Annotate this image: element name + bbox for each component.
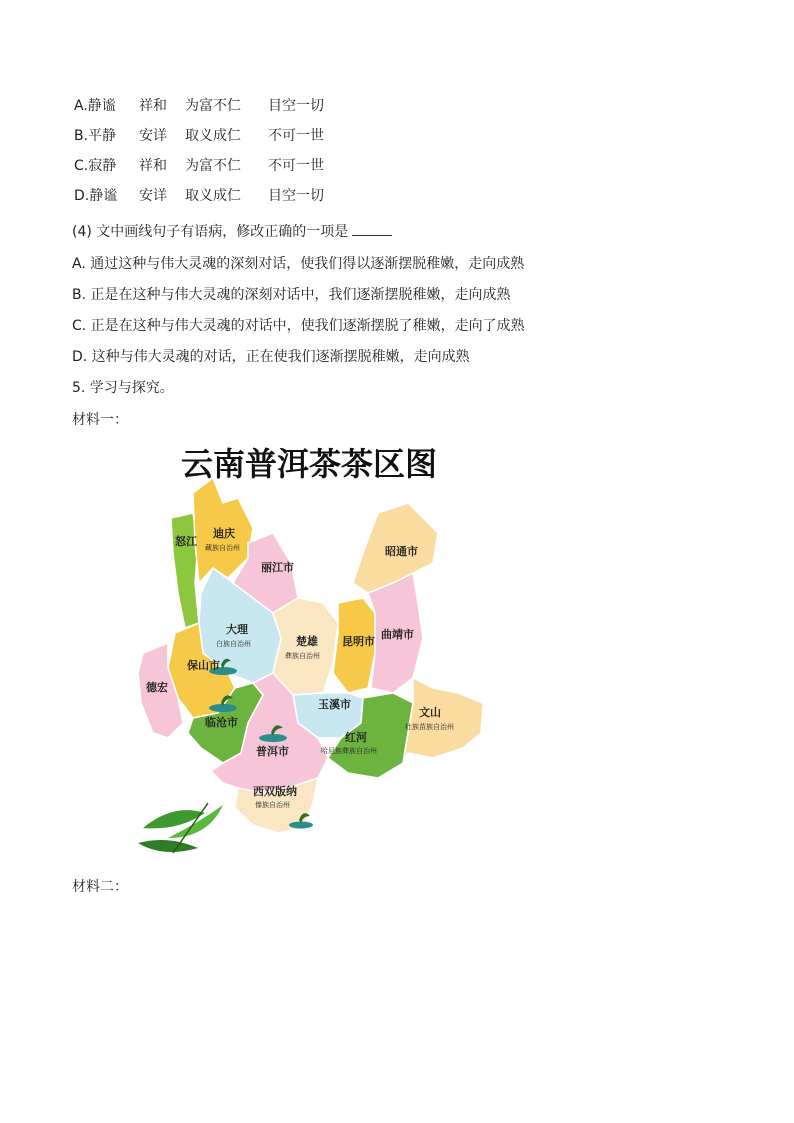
answer-blank[interactable] xyxy=(352,221,392,236)
region-wenshan xyxy=(403,678,483,763)
q4-option-a: A. 通过这种与伟大灵魂的深刻对话，使我们得以逐渐摆脱稚嫩，走向成熟 xyxy=(72,256,525,272)
material-1-label: 材料一： xyxy=(72,412,128,428)
label-honghe: 红河 xyxy=(345,731,367,744)
label-diqing-sub: 藏族自治州 xyxy=(205,544,240,552)
label-dali: 大理 xyxy=(226,623,248,636)
option-letter: B.平静 xyxy=(74,128,117,144)
label-qujing: 曲靖市 xyxy=(381,628,414,641)
label-nujiang: 怒江 xyxy=(175,535,197,548)
question-stem-text: (4) 文中画线句子有语病，修改正确的一项是 xyxy=(72,224,349,240)
option-word-1: 安详 xyxy=(139,188,167,204)
option-word-3: 不可一世 xyxy=(268,158,324,174)
label-zhaotong: 昭通市 xyxy=(385,545,418,558)
q4-option-c: C. 正是在这种与伟大灵魂的对话中，使我们逐渐摆脱了稚嫩，走向了成熟 xyxy=(72,318,525,334)
label-xishuangbanna-sub: 傣族自治州 xyxy=(255,801,290,809)
label-yuxi: 玉溪市 xyxy=(318,698,351,711)
tea-region-map xyxy=(113,433,506,869)
label-wenshan-sub: 壮族苗族自治州 xyxy=(405,723,454,731)
label-chuxiong: 楚雄 xyxy=(296,635,318,648)
label-lincang: 临沧市 xyxy=(205,716,238,729)
label-kunming: 昆明市 xyxy=(342,635,375,648)
option-word-2: 取义成仁 xyxy=(185,128,241,144)
label-baoshan: 保山市 xyxy=(187,659,220,672)
option-word-3: 不可一世 xyxy=(268,128,324,144)
question-4-stem xyxy=(72,221,392,243)
option-word-3: 目空一切 xyxy=(268,98,324,114)
option-word-3: 目空一切 xyxy=(268,188,324,204)
tea-leaf-icon xyxy=(138,803,223,853)
option-word-2: 取义成仁 xyxy=(185,188,241,204)
label-xishuangbanna: 西双版纳 xyxy=(253,785,297,798)
q4-option-d: D. 这种与伟大灵魂的对话，正在使我们逐渐摆脱稚嫩，走向成熟 xyxy=(72,349,470,365)
option-word-1: 祥和 xyxy=(139,158,167,174)
label-puer: 普洱市 xyxy=(256,745,289,758)
option-letter: D.静谧 xyxy=(74,188,118,204)
label-dali-sub: 白族自治州 xyxy=(216,640,251,648)
q4-option-b: B. 正是在这种与伟大灵魂的深刻对话中，我们逐渐摆脱稚嫩，走向成熟 xyxy=(72,287,511,303)
label-diqing: 迪庆 xyxy=(213,527,235,540)
label-honghe-sub: 哈尼族彝族自治州 xyxy=(321,747,377,755)
option-letter: C.寂静 xyxy=(74,158,117,174)
map-title: 云南普洱茶茶区图 xyxy=(180,445,438,483)
option-word-1: 祥和 xyxy=(139,98,167,114)
label-lijiang: 丽江市 xyxy=(261,561,294,574)
question-5-title: 5. 学习与探究。 xyxy=(72,380,174,396)
option-letter: A.静谧 xyxy=(74,98,116,114)
label-chuxiong-sub: 彝族自治州 xyxy=(285,652,320,660)
option-word-2: 为富不仁 xyxy=(185,98,241,114)
option-word-1: 安详 xyxy=(139,128,167,144)
material-2-label: 材料二： xyxy=(72,879,128,895)
label-wenshan: 文山 xyxy=(419,706,441,719)
label-dehong: 德宏 xyxy=(146,681,168,694)
map-svg xyxy=(113,433,506,869)
option-word-2: 为富不仁 xyxy=(185,158,241,174)
